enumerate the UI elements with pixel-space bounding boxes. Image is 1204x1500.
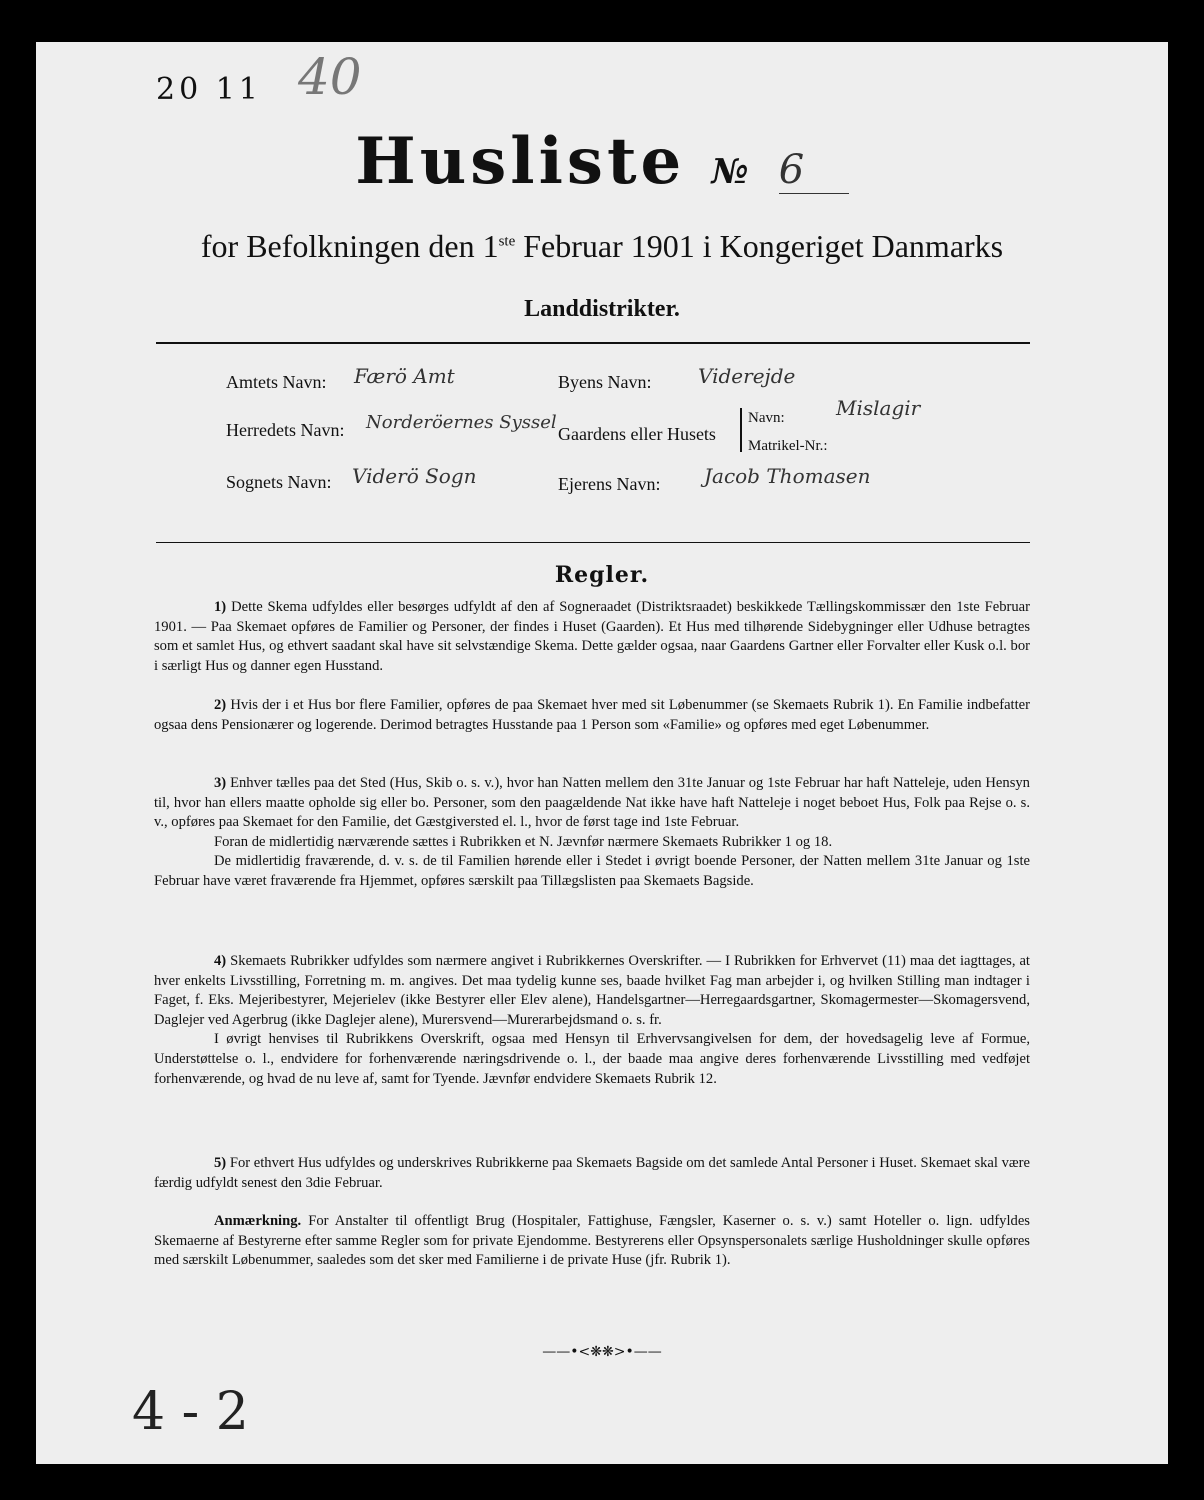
subtitle-sup: ste [498, 233, 516, 250]
top-rule [156, 342, 1030, 344]
subtitle-pre: for Befolkningen den 1 [200, 228, 499, 264]
stamp-number: 20 11 [156, 72, 262, 107]
herred-value: Norderöernes Syssel [366, 412, 557, 433]
rule-1 [154, 598, 1030, 676]
handwritten-code: 4 - 2 [132, 1382, 249, 1442]
note [154, 1212, 1030, 1271]
rule-2-text: Hvis der i et Hus bor flere Familier, opføres de paa Skemaet hver med sit Løbenummer (se Skemaets Rubrik 1). En Familie indbefatter ogsaa dens Pensionærer og logerende. Derimod betragtes Husstande paa 1 Person som «Familie» og opføres med eget Løbenummer. [154, 697, 1030, 733]
number-sign: № [711, 152, 753, 192]
sogn-value: Viderö Sogn [352, 464, 477, 488]
by-value: Viderejde [698, 364, 796, 388]
subtitle-post: Februar 1901 i Kongeriget Danmarks [515, 228, 1004, 264]
note-text: For Anstalter til offentligt Brug (Hospitaler, Fattighuse, Fængsler, Kaserner o. s. v.) samt Hoteller o. lign. udfyldes Skemaerne af Bestyrerne efter samme Regler som for private Ejendomme. Bestyrerens eller Opsynspersonalets særlige Husholdninger skulle opføres med særskilt Løbenummer, saaledes som det sker med Familierne i de private Huse (jfr. Rubrik 1). [154, 1213, 1030, 1269]
gaard-label: Gaardens eller Husets [558, 424, 716, 444]
gaard-navn-value: Mislagir [836, 396, 921, 420]
rule-5-text: For ethvert Hus udfyldes og underskrives Rubrikkerne paa Skemaets Bagside om det samlede Antal Personer i Huset. Skemaet skal være færdig udfyldt senest den 3die Februar. [154, 1155, 1030, 1191]
rule-4-text-2: I øvrigt henvises til Rubrikkens Overskrift, ogsaa med Hensyn til Erhvervsangivelsen for dem, der hovedsagelig leve af Formue, Understøttelse o. l., endvidere for forhenværende næringsdrivende o. l., der baade maa angive deres forhenværende Livsstilling med vedføjet forhenværende, og hvad de nu leve af, samt for Tyende. Jævnfør endvidere Skemaets Rubrik 12. [154, 1031, 1030, 1087]
matrikel-label: Matrikel-Nr.: [748, 438, 828, 454]
rule-3 [154, 774, 1030, 892]
rule-1-text: Dette Skema udfyldes eller besørges udfyldt af den af Sogneraadet (Distriktsraadet) beskikkede Tællingskommissær den 1ste Februar 1901. — Paa Skemaet opføres de Familier og Personer, der findes i Huset (Gaarden). Et Hus med tilhørende Sidebygninger eller Udhuse betragtes som et samlet Hus, og ethvert saadant skal have sit selvstændige Skema. Dette gælder ogsaa, naar Gaardens Gartner eller Forvalter eller Kusk o.l. bor i særligt Hus og danner egen Husstand. [154, 599, 1030, 674]
page-title [36, 124, 1168, 199]
ornament-divider: ——•<❋❋>•—— [542, 1344, 662, 1360]
census-form-page [36, 42, 1168, 1464]
ejer-value: Jacob Thomasen [704, 464, 871, 488]
ejer-label: Ejerens Navn: [558, 474, 661, 494]
rule-2-number: 2) [214, 697, 227, 713]
district-heading: Landdistrikter. [524, 296, 680, 322]
rule-4-text: Skemaets Rubrikker udfyldes som nærmere angivet i Rubrikkernes Overskrifter. — I Rubrikken for Erhvervet (11) maa det iagttages, at hver enkelts Livsstilling, Forretning m. m. angives. Det maa tydelig kunne ses, baade hvilket Fag man arbejder i, og hvilken Stilling man indtager i Faget, f. Eks. Mejeribestyrer, Mejerielev (ikke Bestyrer eller Elev alene), Handelsgartner—Herregaardsgartner, Skomagermester—Skomagersvend, Daglejer ved Agerbrug (ikke Daglejer alene), Murersvend—Murerarbejdsmand o. s. fr. [154, 953, 1030, 1028]
rule-3-text-2: Foran de midlertidig nærværende sættes i Rubrikken et N. Jævnfør nærmere Skemaets Rubrikker 1 og 18. [214, 833, 833, 850]
amt-label: Amtets Navn: [226, 372, 327, 392]
house-number: 6 [779, 147, 849, 194]
note-label: Anmærkning. [214, 1213, 302, 1229]
rule-4-number: 4) [214, 953, 227, 969]
rule-2 [154, 696, 1030, 735]
rule-3-number: 3) [214, 775, 227, 791]
fields-rule [156, 542, 1030, 543]
gaard-navn-label: Navn: [748, 410, 785, 426]
rule-5 [154, 1154, 1030, 1193]
herred-label: Herredets Navn: [226, 420, 345, 440]
rule-5-number: 5) [214, 1155, 227, 1171]
rule-3-text: Enhver tælles paa det Sted (Hus, Skib o. s. v.), hvor han Natten mellem den 31te Januar og 1ste Februar har haft Natteleje, uden Hensyn til, hvor han ellers maatte opholde sig eller bo. Personer, som den paagældende Nat ikke have haft Natteleje i noget beboet Hus, Folk paa Rejse o. s. v., opføres paa Skemaet for den Familie, det Gæstgiversted el. l., hvor de først tage ind 1ste Februar. [154, 775, 1030, 831]
sogn-label: Sognets Navn: [226, 472, 332, 492]
title-text: Husliste [355, 124, 686, 199]
subtitle [36, 228, 1168, 265]
brace-line [740, 408, 742, 452]
by-label: Byens Navn: [558, 372, 652, 392]
rule-4 [154, 952, 1030, 1089]
amt-value: Færö Amt [354, 364, 455, 388]
rules-heading: Regler. [554, 562, 650, 588]
rule-1-number: 1) [214, 599, 227, 615]
rule-3-text-3: De midlertidig fraværende, d. v. s. de til Familien hørende eller i Stedet i øvrigt boende Personer, der Natten mellem 31te Januar og 1ste Februar have været fraværende fra Hjemmet, opføres særskilt paa Tillægslisten paa Skemaets Bagside. [154, 853, 1030, 889]
stamp-handwritten: 40 [298, 48, 362, 106]
